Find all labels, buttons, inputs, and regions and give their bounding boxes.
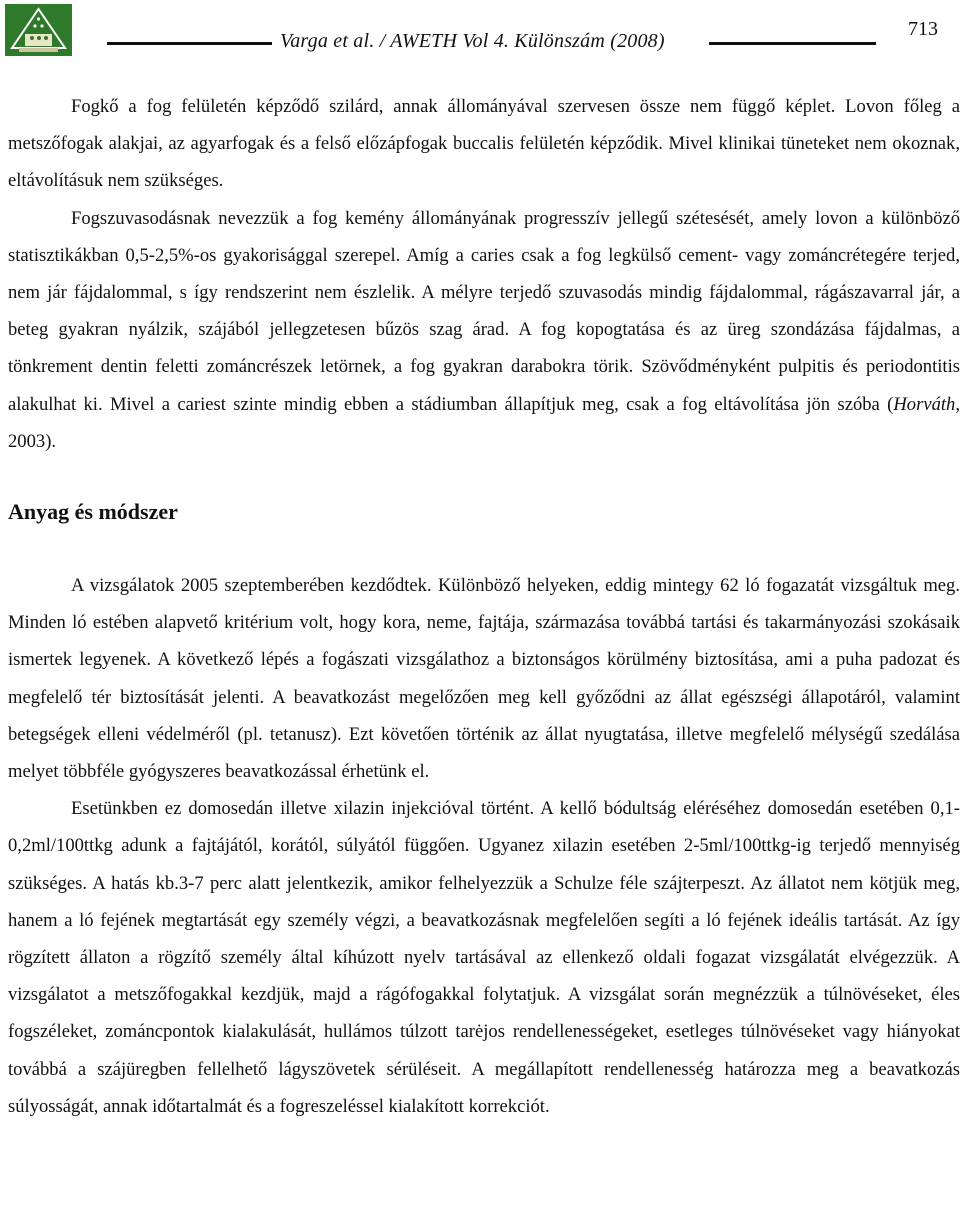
citation-year: , 2003). <box>8 393 960 452</box>
paragraph-text: Fogszuvasodásnak nevezzük a fog kemény állományának progresszív jellegű szétesését, amely lovon a különböző statisztikákban 0,5-2,5%-os gyakorisággal szerepel. Amíg a caries csak a fog legkülső cement- vagy zománcrétegére terjed, nem jár fájdalommal, s így rendszerint nem észlelik. A mélyre terjedő szuvasodás mindig fájdalommal, rágászavarral jár, a beteg gyakran nyálzik, szájából jellegzetesen bűzös szag árad. A fog kopogtatása és az üreg szondázása fájdalmas, a tönkrement dentin feletti zománcrészek letörnek, a fog gyakran darabokra törik. Szövődményként pulpitis és periodontitis alakulhat ki. Mivel a cariest szinte mindig ebben a stádiumban állapítjuk meg, csak a fog eltávolítása jön szóba ( <box>8 207 960 415</box>
header-rule-right <box>709 42 876 45</box>
page-number: 713 <box>908 18 938 40</box>
paragraph-fogko: Fogkő a fog felületén képződő szilárd, annak állományával szervesen össze nem függő képlet. Lovon főleg a metszőfogak alakjai, az agyarfogak és a felső előzápfogak buccalis felületén képződik. Mivel klinikai tüneteket nem okoznak, eltávolításuk nem szükséges. <box>8 96 960 192</box>
citation-author: Horváth <box>893 393 956 415</box>
paragraph-vizsgalatok: A vizsgálatok 2005 szeptemberében kezdődtek. Különböző helyeken, eddig mintegy 62 ló fogazatát vizsgáltuk meg. Minden ló estében alapvető kritérium volt, hogy kora, neme, fajtája, származása továbbá tartási és takarmányozási szokásaik ismertek legyenek. A következő lépés a fogászati vizsgálathoz a biztonságos körülmény biztosítása, ami a puha padozat és megfelelő tér biztosítását jelenti. A beavatkozást megelőzően meg kell győződni az állat egészségi állapotáról, valamint betegségek elleni védelméről (pl. tetanusz). Ezt követően történik az állat nyugtatása, illetve megfelelő mélységű szedálása melyet többféle gyógyszeres beavatkozással érhetünk el. <box>8 575 960 783</box>
header-rule-left <box>107 42 272 45</box>
paragraph-fogszuvasodas <box>8 200 960 460</box>
journal-logo <box>5 4 72 56</box>
running-header: Varga et al. / AWETH Vol 4. Különszám (2008) <box>280 30 665 52</box>
paragraph-esetunkben: Esetünkben ez domosedán illetve xilazin injekcióval történt. A kellő bódultság eléréséhez domosedán esetében 0,1-0,2ml/100ttkg adunk a fajtájától, korától, súlyától függően. Ugyanez xilazin esetében 2-5ml/100ttkg-ig terjedő mennyiség szükséges. A hatás kb.3-7 perc alatt jelentkezik, amikor felhelyezzük a Schulze féle szájterpeszt. Az állatot nem kötjük meg, hanem a ló fejének megtartását egy személy végzi, a beavatkozásnak megfelelően segíti a ló fejének ideális tartását. Az így rögzített állaton a rögzítő személy által kíhúzott nyelv tartásával az ellenkező oldali fogazat vizsgálatát elvégezzük. A vizsgálatot a metszőfogakkal kezdjük, majd a rágófogakkal folytatjuk. A vizsgálat során megnézzük a túlnövéseket, éles fogszéleket, zománcpontok kialakulását, hullámos túlzott tarėjos rendellenességeket, esetleges túlnövéseket vagy hiányokat továbbá a szájüregben fellelhető lágyszövetek sérüléseit. A megállapított rendellenesség határozza meg a beavatkozás súlyosságát, annak időtartalmát és a fogreszeléssel kialakított korrekciót. <box>8 798 960 1117</box>
article-body <box>8 88 960 1125</box>
section-heading: Anyag és módszer <box>8 499 178 525</box>
